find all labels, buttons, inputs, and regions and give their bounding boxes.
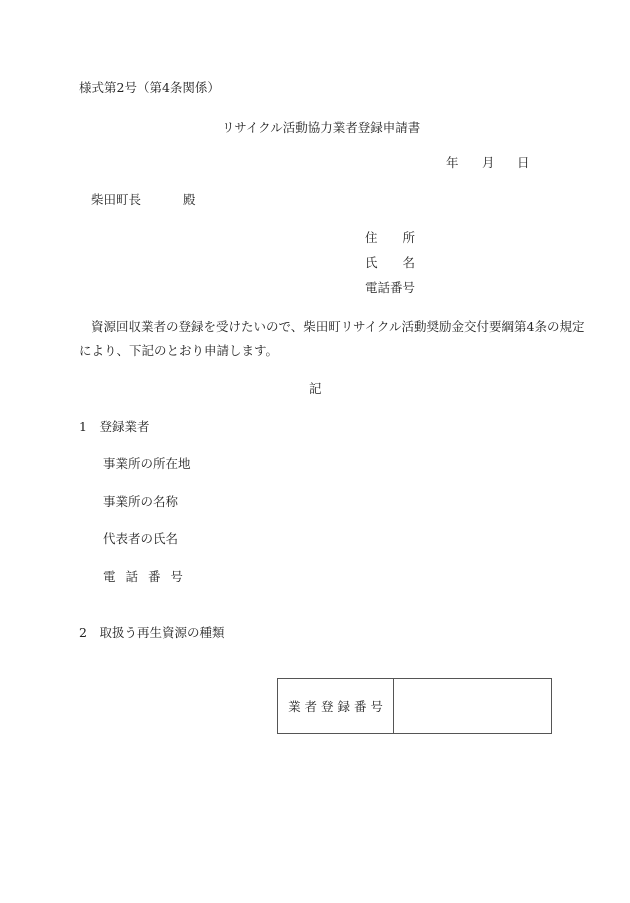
body-text-line2: により、下記のとおり申請します。 (79, 343, 279, 358)
field-phone-number: 電 話 番 号 (103, 569, 186, 584)
body-text-line1: 資源回収業者の登録を受けたいので、柴田町リサイクル活動奨励金交付要綱第4条の規定 (91, 319, 585, 334)
field-representative-name: 代表者の氏名 (103, 531, 179, 546)
date-day-label: 日 (517, 155, 530, 170)
field-office-name: 事業所の名称 (103, 494, 179, 509)
addressee-honorific: 殿 (183, 192, 196, 207)
form-number: 様式第2号（第4条関係） (79, 80, 220, 95)
section2-heading: 2 取扱う再生資源の種類 (79, 625, 225, 640)
date-year-label: 年 (446, 155, 459, 170)
field-office-location: 事業所の所在地 (103, 456, 191, 471)
section1-heading: 1 登録業者 (79, 419, 150, 434)
applicant-phone-label: 電話番号 (365, 280, 416, 295)
addressee-name: 柴田町長 (91, 192, 142, 207)
registration-number-value (394, 679, 551, 733)
document-title: リサイクル活動協力業者登録申請書 (222, 120, 421, 135)
ki-heading: 記 (309, 381, 322, 396)
registration-number-box (277, 678, 552, 734)
applicant-address-label: 住 所 (365, 230, 416, 245)
applicant-name-label: 氏 名 (365, 255, 416, 270)
registration-number-label: 業 者 登 録 番 号 (278, 679, 394, 733)
date-month-label: 月 (482, 155, 495, 170)
